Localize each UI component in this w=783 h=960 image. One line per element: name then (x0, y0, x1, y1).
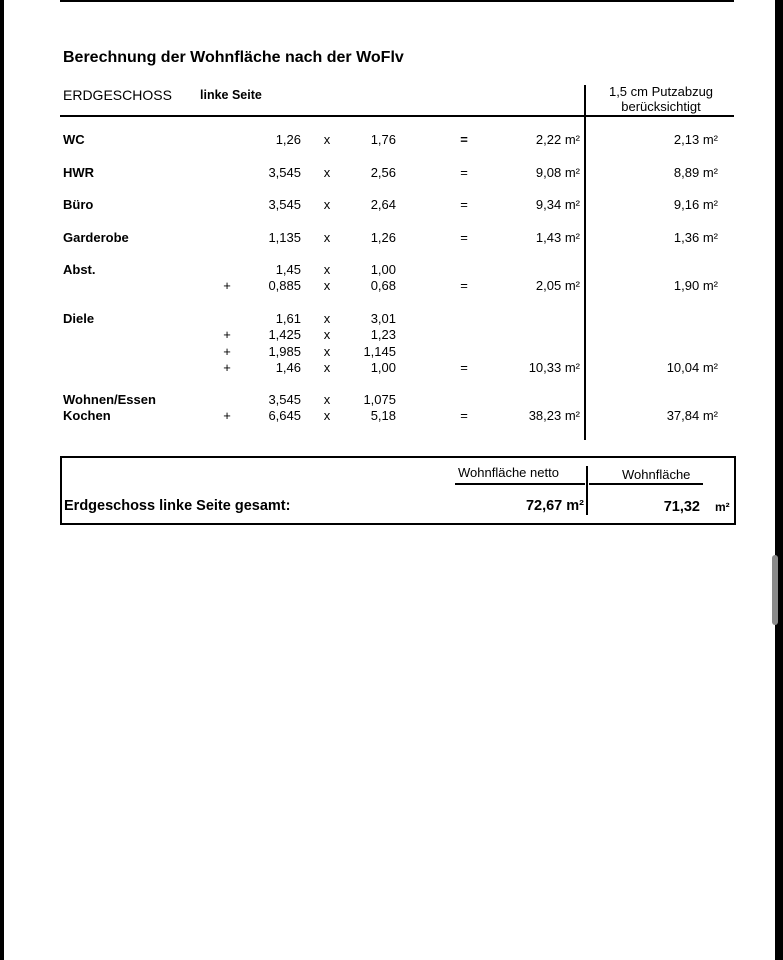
dimension-a: 1,26 (275, 132, 301, 147)
net-area: 9,08 m² (535, 165, 580, 180)
column-divider (584, 85, 586, 440)
net-area: 9,34 m² (535, 197, 580, 212)
equals-sign: = (460, 408, 468, 423)
multiply-sign: x (323, 262, 331, 277)
room-name: Büro (63, 197, 94, 212)
multiply-sign: x (323, 359, 331, 375)
dimension-a: 1,425 (268, 327, 301, 343)
dimension-b: 1,00 (370, 359, 396, 375)
net-area: 38,23 m² (528, 408, 580, 423)
dimension-b: 1,145 (363, 343, 396, 359)
summary-box (60, 456, 736, 525)
dimension-a: 1,135 (268, 230, 301, 245)
dimension-b: 1,075 (363, 392, 396, 407)
net-area: 2,05 m² (535, 278, 580, 294)
multiply-sign: x (323, 197, 331, 212)
net-area-header: Wohnfläche netto (458, 465, 559, 480)
dimension-a: 3,545 (268, 392, 301, 407)
plus-sign: + (223, 278, 231, 294)
multiply-sign: x (323, 278, 331, 294)
multiply-sign: x (323, 165, 331, 180)
column-header-line-2: berücksichtigt (621, 99, 701, 114)
multiply-sign: x (323, 327, 331, 343)
column-header-line-1: 1,5 cm Putzabzug (608, 84, 714, 99)
dimension-b: 2,56 (370, 165, 396, 180)
multiply-sign: x (323, 132, 331, 147)
equals-sign: = (460, 132, 468, 147)
dimension-b: 5,18 (370, 408, 396, 423)
room-name: HWR (63, 165, 95, 180)
dimension-a: 6,645 (268, 408, 301, 423)
dimension-b: 0,68 (370, 278, 396, 294)
area-header: Wohnfläche (622, 467, 691, 482)
document-page (4, 0, 775, 960)
net-area: 10,33 m² (528, 359, 580, 375)
dimension-b: 3,01 (370, 311, 396, 326)
dimension-b: 1,26 (370, 230, 396, 245)
column-header (588, 84, 734, 114)
dimension-a: 1,985 (268, 343, 301, 359)
net-area: 1,43 m² (535, 230, 580, 245)
dimension-a: 1,46 (275, 359, 301, 375)
room-name: WC (63, 132, 85, 147)
room-name: Abst. (63, 262, 96, 277)
plus-sign: + (223, 343, 231, 359)
adjusted-area: 1,36 m² (673, 230, 718, 245)
equals-sign: = (460, 197, 468, 212)
dimension-a: 3,545 (268, 165, 301, 180)
area-underline (589, 483, 703, 485)
net-area: 2,22 m² (535, 132, 580, 147)
dimension-b: 1,23 (370, 327, 396, 343)
multiply-sign: x (323, 408, 331, 423)
total-area: 71,32 (663, 499, 700, 515)
dimension-a: 0,885 (268, 278, 301, 294)
total-label: Erdgeschoss linke Seite gesamt: (64, 498, 291, 514)
floor-label: ERDGESCHOSS (63, 87, 172, 103)
total-area-unit: m² (715, 500, 730, 514)
scrollbar-thumb[interactable] (772, 555, 778, 625)
equals-sign: = (460, 165, 468, 180)
dimension-b: 1,76 (370, 132, 396, 147)
room-name: Diele (63, 311, 95, 326)
room-name: Kochen (63, 408, 111, 423)
equals-sign: = (460, 230, 468, 245)
top-rule (60, 0, 734, 2)
dimension-b: 1,00 (370, 262, 396, 277)
multiply-sign: x (323, 311, 331, 326)
room-name: Wohnen/Essen (63, 392, 156, 407)
dimension-a: 1,61 (275, 311, 301, 326)
adjusted-area: 10,04 m² (666, 359, 718, 375)
plus-sign: + (223, 408, 231, 423)
dimension-a: 3,545 (268, 197, 301, 212)
adjusted-area: 8,89 m² (673, 165, 718, 180)
adjusted-area: 2,13 m² (673, 132, 718, 147)
adjusted-area: 1,90 m² (673, 278, 718, 294)
dimension-b: 2,64 (370, 197, 396, 212)
equals-sign: = (460, 359, 468, 375)
adjusted-area: 9,16 m² (673, 197, 718, 212)
total-net-area: 72,67 m² (525, 498, 584, 514)
plus-sign: + (223, 359, 231, 375)
summary-divider (586, 466, 588, 515)
multiply-sign: x (323, 343, 331, 359)
multiply-sign: x (323, 392, 331, 407)
plus-sign: + (223, 327, 231, 343)
dimension-a: 1,45 (275, 262, 301, 277)
adjusted-area: 37,84 m² (666, 408, 718, 423)
equals-sign: = (460, 278, 468, 294)
page-title: Berechnung der Wohnfläche nach der WoFlv (63, 49, 404, 66)
side-label: linke Seite (200, 88, 262, 102)
room-name: Garderobe (63, 230, 129, 245)
header-rule (60, 115, 734, 117)
multiply-sign: x (323, 230, 331, 245)
net-area-underline (455, 483, 585, 485)
